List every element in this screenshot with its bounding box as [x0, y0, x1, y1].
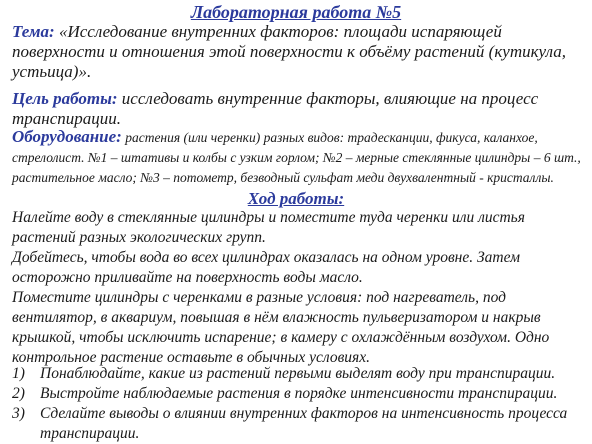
procedure-heading: Ход работы: — [247, 189, 345, 208]
equipment-block — [12, 127, 584, 188]
steps-list — [12, 364, 587, 444]
goal-label: Цель работы: — [12, 89, 118, 108]
equipment-label: Оборудование: — [12, 127, 122, 146]
step-text: Выстройте наблюдаемые растения в порядке интенсивности транспирации. — [40, 385, 558, 402]
list-item — [12, 384, 587, 404]
topic-block — [12, 22, 584, 82]
step-text: Понаблюдайте, какие из растений первыми выделят воду при транспирации. — [40, 365, 556, 382]
procedure-paragraph: Добейтесь, чтобы вода во всех цилиндрах оказалась на одном уровне. Затем осторожно приливайте на поверхность воды масло. — [12, 249, 521, 286]
topic-text: «Исследование внутренних факторов: площади испаряющей поверхности и отношения этой поверхности к объёму растений (кутикула, устьица)». — [12, 22, 567, 81]
procedure-text — [12, 208, 587, 368]
list-item — [12, 404, 587, 444]
goal-text: исследовать внутренние факторы, влияющие на процесс транспирации. — [12, 89, 539, 128]
equipment-text: растения (или черенки) разных видов: традесканции, фикуса, каланхое, стрелолист. №1 – штативы и колбы с узким горлом; №2 – мерные стеклянные цилиндры – 6 шт., растительное масло; №3 – потометр, безводный сульфат меди двухвалентный - кристаллы. — [12, 130, 581, 185]
list-item — [12, 364, 587, 384]
page-title: Лабораторная работа №5 — [190, 2, 402, 22]
goal-block — [12, 89, 584, 129]
step-text: Сделайте выводы о влиянии внутренних факторов на интенсивность процесса транспирации. — [40, 405, 568, 442]
step-number: 3) — [12, 405, 25, 422]
procedure-paragraph: Поместите цилиндры с черенками в разные условия: под нагреватель, под вентилятор, в аквариум, повышая в нём влажность пульверизатором и накрыв крышкой, чтобы исключить испарение; в камеру с охлаждённым воздухом. Одно контрольное растение оставьте в обычных условиях. — [12, 289, 550, 366]
step-number: 2) — [12, 385, 25, 402]
procedure-paragraph: Налейте воду в стеклянные цилиндры и поместите туда черенки или листья растений разных экологических групп. — [12, 209, 525, 246]
step-number: 1) — [12, 365, 25, 382]
topic-label: Тема: — [12, 22, 55, 41]
